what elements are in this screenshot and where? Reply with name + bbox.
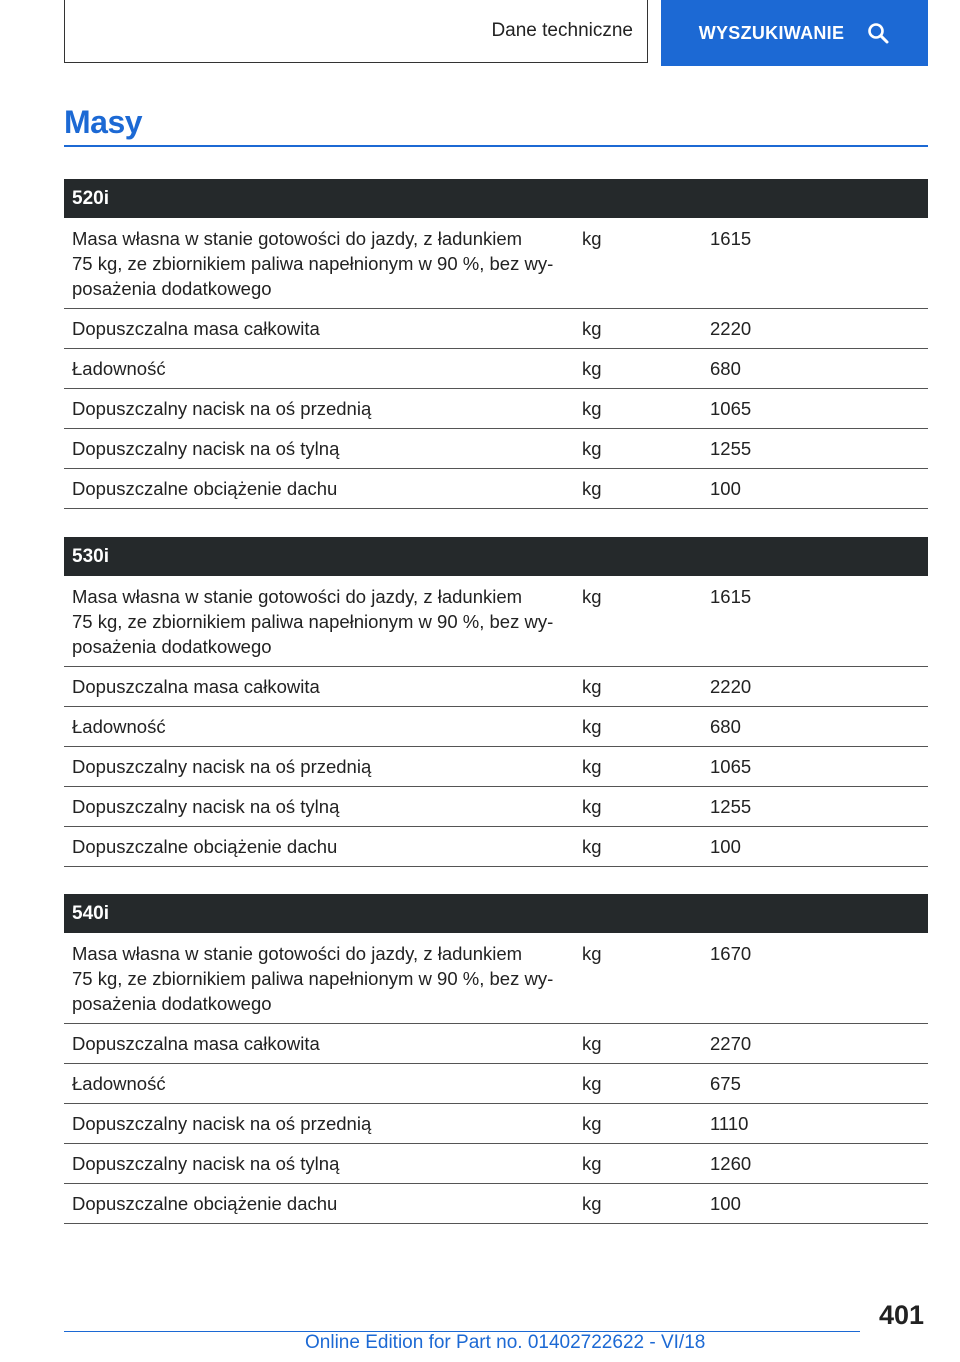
row-label: Dopuszczalny nacisk na oś przednią (72, 1112, 372, 1134)
spec-table-530i (64, 537, 928, 867)
table-row (64, 1184, 928, 1224)
table-row (64, 349, 928, 389)
row-label: Masa własna w stanie gotowości do jazdy, z ładunkiem 75 kg, ze zbiornikiem paliwa napełnionym w 90 %, bez wy- posażenia dodatkowego (72, 228, 554, 299)
table-row (64, 747, 928, 787)
row-value: 1255 (710, 795, 752, 817)
section-tab (64, 0, 648, 63)
table-row (64, 576, 928, 667)
row-unit: kg (582, 317, 602, 339)
row-label: Dopuszczalny nacisk na oś tylną (72, 795, 340, 817)
row-unit: kg (582, 586, 602, 607)
table-header (64, 179, 928, 218)
row-unit: kg (582, 1072, 602, 1094)
top-bar (64, 0, 928, 66)
row-unit: kg (582, 477, 602, 499)
section-label: Dane techniczne (491, 20, 633, 41)
row-value: 2220 (710, 675, 752, 697)
row-label: Dopuszczalny nacisk na oś przednią (72, 755, 372, 777)
title-divider (64, 145, 928, 147)
row-label: Dopuszczalne obciążenie dachu (72, 1192, 338, 1214)
row-unit: kg (582, 943, 602, 964)
row-value: 100 (710, 477, 741, 499)
row-label: Dopuszczalna masa całkowita (72, 317, 320, 339)
row-unit: kg (582, 755, 602, 777)
row-label: Dopuszczalny nacisk na oś tylną (72, 437, 340, 459)
row-value: 1065 (710, 755, 752, 777)
row-label: Ładowność (72, 1072, 166, 1094)
row-label: Masa własna w stanie gotowości do jazdy, z ładunkiem 75 kg, ze zbiornikiem paliwa napełnionym w 90 %, bez wy- posażenia dodatkowego (72, 586, 554, 657)
row-label: Masa własna w stanie gotowości do jazdy, z ładunkiem 75 kg, ze zbiornikiem paliwa napełnionym w 90 %, bez wy- posażenia dodatkowego (72, 943, 554, 1014)
model-label: 530i (72, 545, 109, 567)
table-row (64, 389, 928, 429)
row-value: 1670 (710, 943, 752, 964)
row-unit: kg (582, 715, 602, 737)
row-label: Dopuszczalne obciążenie dachu (72, 835, 338, 857)
row-unit: kg (582, 228, 602, 249)
row-label: Dopuszczalny nacisk na oś przednią (72, 397, 372, 419)
row-value: 1260 (710, 1152, 752, 1174)
row-value: 1615 (710, 228, 752, 249)
table-row (64, 469, 928, 509)
row-unit: kg (582, 397, 602, 419)
row-value: 2220 (710, 317, 752, 339)
table-row (64, 1024, 928, 1064)
table-row (64, 827, 928, 867)
model-label: 540i (72, 902, 109, 924)
table-row (64, 1064, 928, 1104)
model-label: 520i (72, 187, 109, 209)
search-label: WYSZUKIWANIE (698, 22, 845, 43)
footer-edition: Online Edition for Part no. 01402722622 - VI/18 (305, 1332, 706, 1353)
table-row (64, 667, 928, 707)
row-label: Dopuszczalna masa całkowita (72, 1032, 320, 1054)
table-row (64, 1144, 928, 1184)
row-label: Ładowność (72, 357, 166, 379)
table-row (64, 218, 928, 309)
spec-table-520i (64, 179, 928, 509)
row-unit: kg (582, 1152, 602, 1174)
row-label: Dopuszczalne obciążenie dachu (72, 477, 338, 499)
row-value: 1255 (710, 437, 752, 459)
row-value: 1065 (710, 397, 752, 419)
search-button[interactable] (661, 0, 928, 66)
row-value: 1615 (710, 586, 752, 607)
table-row (64, 1104, 928, 1144)
table-header (64, 894, 928, 933)
page-title: Masy (64, 104, 143, 140)
row-unit: kg (582, 357, 602, 379)
row-value: 680 (710, 715, 741, 737)
row-value: 1110 (710, 1112, 749, 1134)
row-label: Ładowność (72, 715, 166, 737)
row-unit: kg (582, 675, 602, 697)
table-row (64, 787, 928, 827)
row-label: Dopuszczalny nacisk na oś tylną (72, 1152, 340, 1174)
row-unit: kg (582, 437, 602, 459)
row-value: 680 (710, 357, 741, 379)
search-icon (866, 21, 890, 45)
row-value: 675 (710, 1072, 741, 1094)
row-unit: kg (582, 1032, 602, 1054)
row-value: 100 (710, 835, 741, 857)
row-unit: kg (582, 1192, 602, 1214)
table-row (64, 933, 928, 1024)
spec-table-540i (64, 894, 928, 1224)
table-row (64, 309, 928, 349)
table-row (64, 429, 928, 469)
row-value: 2270 (710, 1032, 752, 1054)
page-number: 401 (878, 1300, 924, 1330)
row-label: Dopuszczalna masa całkowita (72, 675, 320, 697)
table-header (64, 537, 928, 576)
row-unit: kg (582, 835, 602, 857)
row-unit: kg (582, 1112, 602, 1134)
row-value: 100 (710, 1192, 741, 1214)
row-unit: kg (582, 795, 602, 817)
table-row (64, 707, 928, 747)
